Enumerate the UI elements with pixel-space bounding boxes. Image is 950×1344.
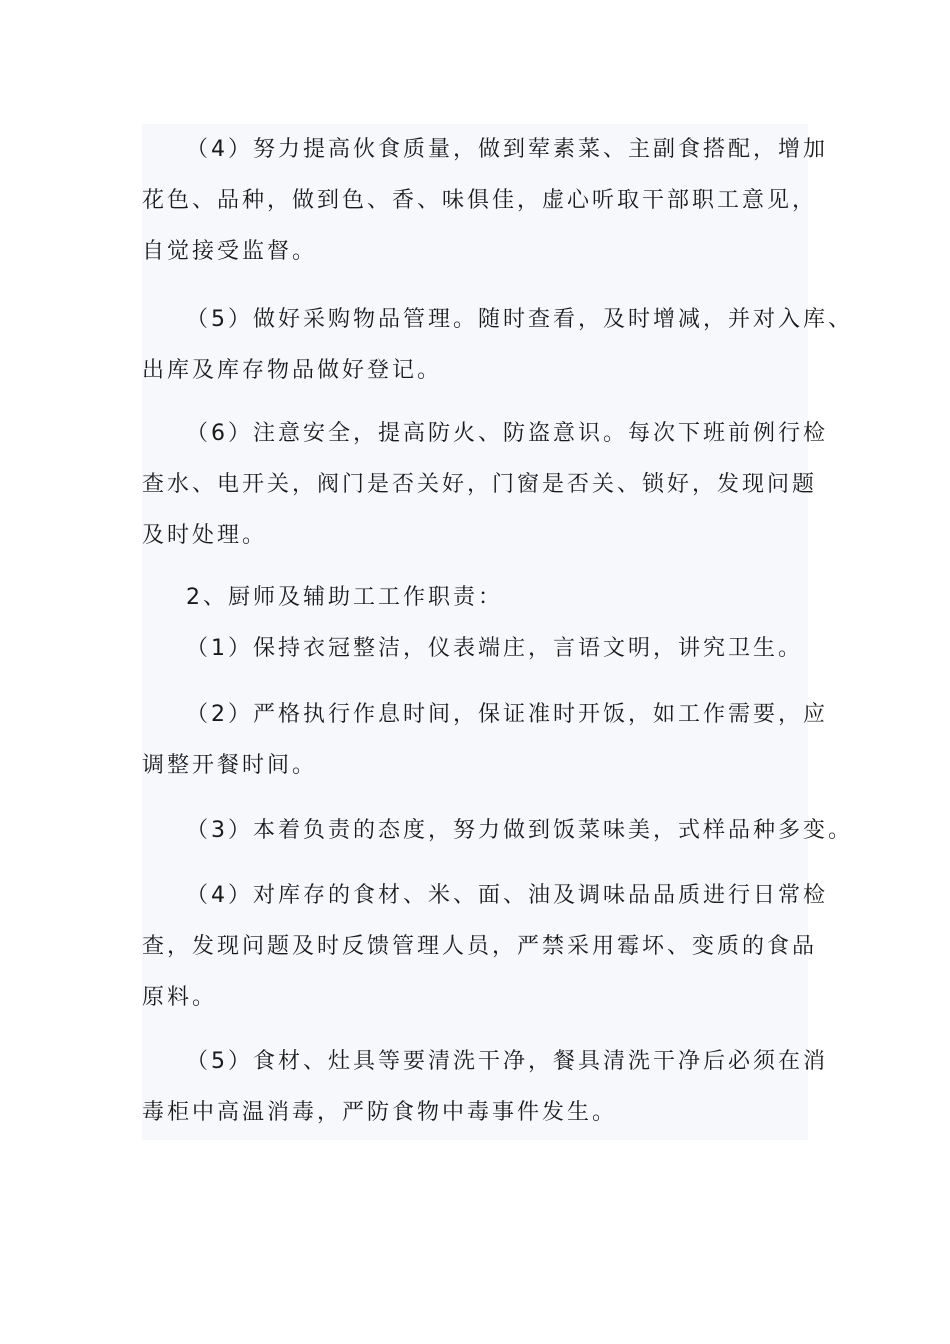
paragraph-4-food-quality	[142, 124, 828, 277]
paragraph-5-cleaning	[142, 1036, 828, 1138]
text-line: 原料。	[142, 985, 218, 1010]
paragraph-2-schedule	[142, 689, 828, 791]
paragraph-5-procurement	[142, 294, 853, 396]
document-text-block	[142, 124, 853, 1140]
text-line: （5）做好采购物品管理。随时查看，及时增减，并对入库、	[186, 307, 853, 332]
text-line: 花色、品种，做到色、香、味俱佳，虚心听取干部职工意见，	[142, 188, 818, 213]
text-line: （6）注意安全，提高防火、防盗意识。每次下班前例行检	[186, 421, 828, 446]
text-line: （3）本着负责的态度，努力做到饭菜味美，式样品种多变。	[186, 818, 853, 843]
paragraph-3-attitude	[142, 805, 853, 856]
text-line: 查，发现问题及时反馈管理人员，严禁采用霉坏、变质的食品	[142, 934, 818, 959]
text-line: 2、厨师及辅助工工作职责：	[186, 585, 503, 610]
text-line: 及时处理。	[142, 523, 268, 548]
text-line: 调整开餐时间。	[142, 753, 318, 778]
text-line: 毒柜中高温消毒，严防食物中毒事件发生。	[142, 1100, 618, 1125]
text-line: （4）对库存的食材、米、面、油及调味品品质进行日常检	[186, 883, 828, 908]
text-line: （4）努力提高伙食质量，做到荤素菜、主副食搭配，增加	[186, 137, 828, 162]
text-line: 出库及库存物品做好登记。	[142, 358, 443, 383]
text-line: （1）保持衣冠整洁，仪表端庄，言语文明，讲究卫生。	[186, 636, 803, 661]
paragraph-4-inventory-check	[142, 870, 828, 1023]
section-heading-chef-duties	[142, 572, 808, 623]
text-line: （2）严格执行作息时间，保证准时开饭，如工作需要，应	[186, 702, 828, 727]
text-line: 自觉接受监督。	[142, 239, 318, 264]
paragraph-6-safety	[142, 408, 828, 561]
text-line: 查水、电开关，阀门是否关好，门窗是否关、锁好，发现问题	[142, 472, 818, 497]
text-line: （5）食材、灶具等要清洗干净，餐具清洗干净后必须在消	[186, 1049, 828, 1074]
paragraph-1-appearance	[142, 623, 808, 674]
